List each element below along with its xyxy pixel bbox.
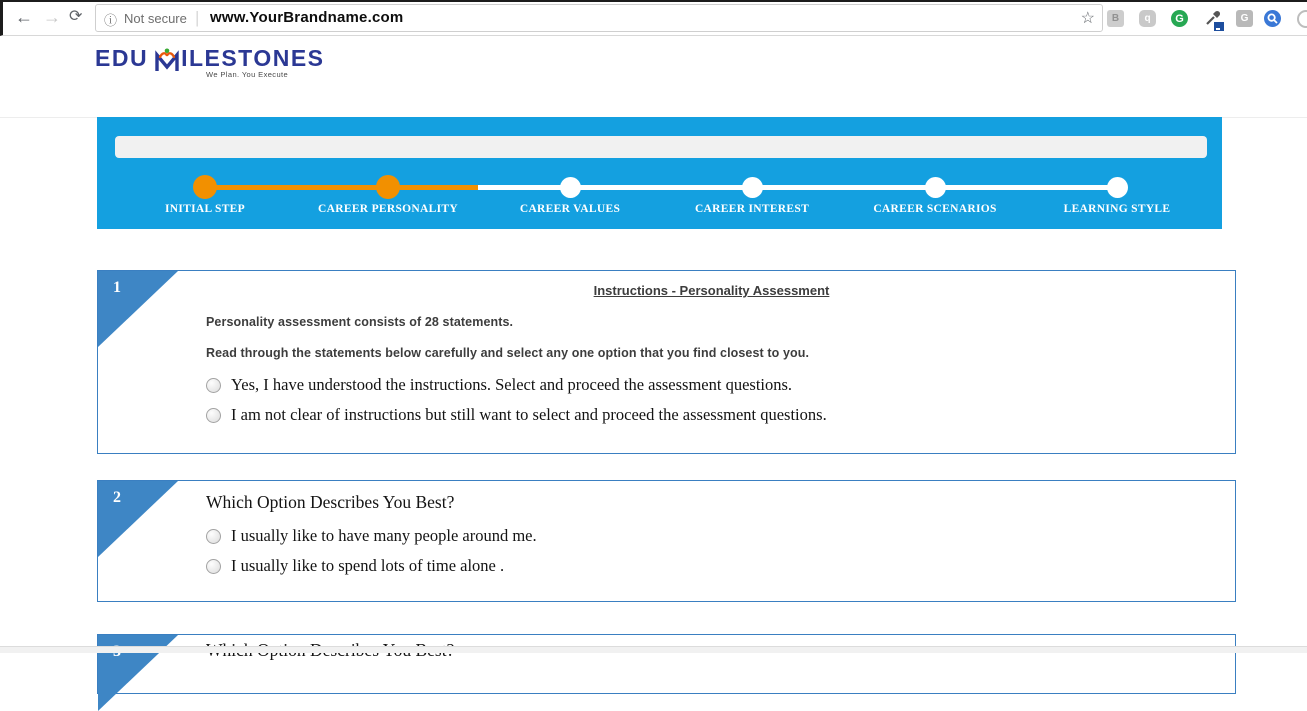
extension-chat-icon[interactable]: q [1139,10,1156,27]
url-text[interactable]: www.YourBrandname.com [210,9,404,26]
brand-logo [95,45,325,72]
extension-color-picker-icon[interactable] [1204,10,1221,27]
radio-option-not-clear[interactable] [206,405,1217,425]
back-icon[interactable]: ← [15,7,33,27]
logo-tagline: We Plan. You Execute [206,70,289,79]
color-picker-badge [1214,22,1224,31]
card-number: 1 [113,279,121,296]
card-corner-ribbon [98,481,178,557]
radio-option-label: I usually like to spend lots of time alone . [231,556,505,575]
radio-button-icon[interactable] [206,529,221,544]
step-label-career-personality: CAREER PERSONALITY [318,203,458,215]
logo-text-post: ILESTONES [181,45,325,71]
radio-option-time-alone[interactable] [206,556,1217,576]
extension-grammarly-icon[interactable]: G [1171,10,1188,27]
radio-button-icon[interactable] [206,378,221,393]
security-label: Not secure [124,11,187,26]
address-separator: | [195,8,200,27]
horizontal-scrollbar[interactable] [0,646,1307,653]
extension-g-icon[interactable]: G [1236,10,1253,27]
step-label-career-interest: CAREER INTEREST [694,203,810,215]
radio-option-understood[interactable] [206,375,1217,395]
info-icon[interactable]: ⓘ [104,13,118,28]
browser-toolbar [0,2,1307,36]
step-label-career-scenarios: CAREER SCENARIOS [873,203,997,215]
question-text: Which Option Describes You Best? [206,492,455,512]
radio-option-many-people[interactable] [206,526,1217,546]
step-dot-initial-step [193,175,217,199]
reload-icon[interactable]: ⟳ [69,8,83,25]
instructions-paragraph: Read through the statements below carefully and select any one option that you find closest to you. [206,346,810,360]
instructions-paragraph: Personality assessment consists of 28 statements. [206,315,514,329]
radio-option-label: I am not clear of instructions but still want to select and proceed the assessment questions. [231,405,827,424]
extension-search-icon[interactable] [1264,10,1281,27]
step-dot-career-interest [742,177,763,198]
radio-button-icon[interactable] [206,559,221,574]
magnifier-icon [1264,10,1281,27]
logo-person-m-icon [154,48,180,71]
stepper-line-complete [205,185,478,190]
radio-option-label: I usually like to have many people around me. [231,526,537,545]
instructions-title: Instructions - Personality Assessment [593,283,830,298]
step-label-learning-style: LEARNING STYLE [1063,203,1171,215]
card-corner-ribbon [98,271,178,347]
step-dot-career-scenarios [925,177,946,198]
logo-text-pre: EDU [95,45,149,71]
extension-partial-icon[interactable] [1297,10,1307,28]
radio-button-icon[interactable] [206,408,221,423]
progress-band [97,117,1222,229]
extension-b-icon[interactable]: B [1107,10,1124,27]
card-number: 2 [113,489,121,506]
step-dot-career-personality [376,175,400,199]
address-bar[interactable] [95,4,1103,32]
radio-option-label: Yes, I have understood the instructions. Select and proceed the assessment questions. [231,375,793,394]
progress-bar-track [115,136,1207,158]
step-dot-learning-style [1107,177,1128,198]
bookmark-star-icon[interactable]: ☆ [1080,10,1095,27]
step-label-career-values: CAREER VALUES [519,203,621,215]
instructions-card [97,270,1236,454]
step-dot-career-values [560,177,581,198]
forward-icon[interactable]: → [43,7,61,27]
question-card [97,634,1236,694]
step-label-initial-step: INITIAL STEP [165,203,245,215]
question-card [97,480,1236,602]
